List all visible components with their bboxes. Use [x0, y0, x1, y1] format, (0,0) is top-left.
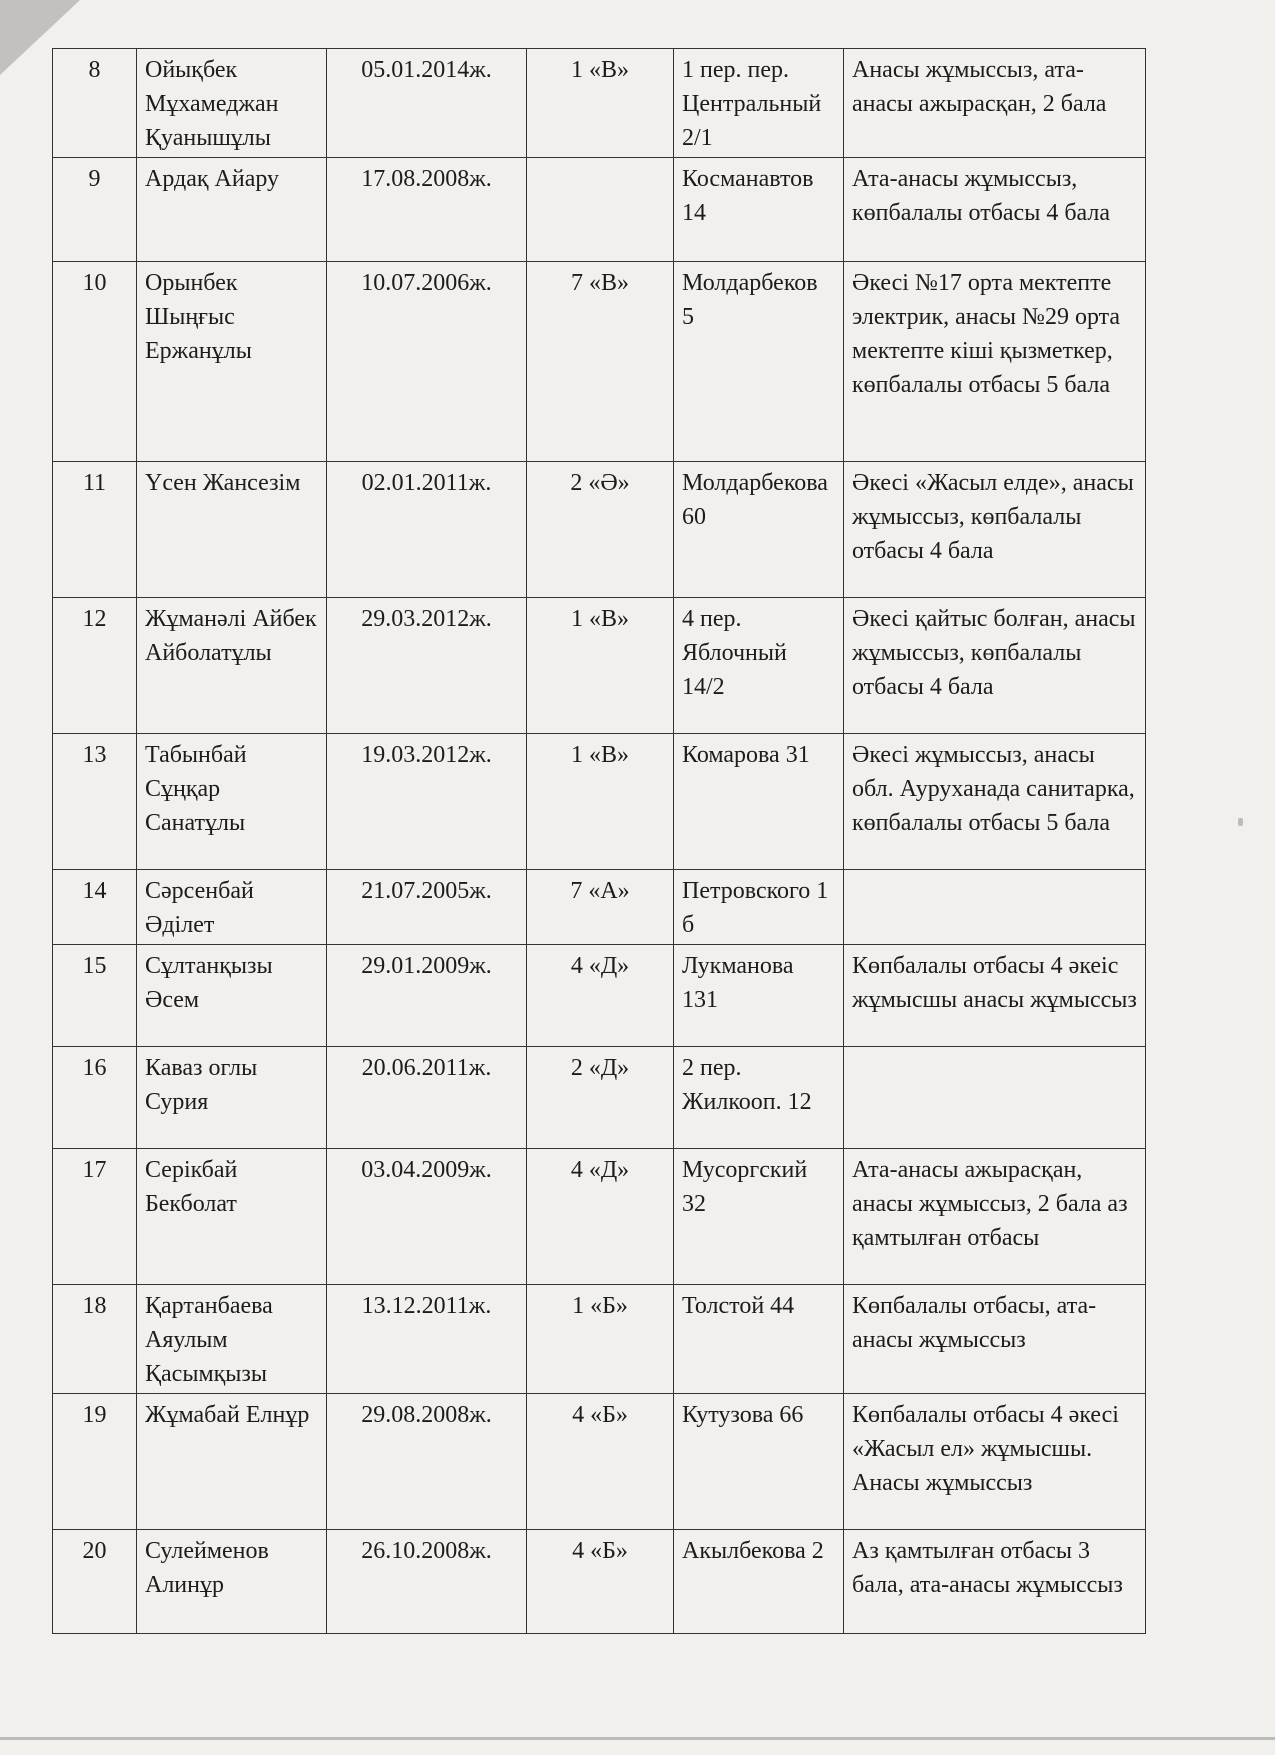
- row-number: 17: [53, 1149, 137, 1285]
- home-address: Мусоргский 32: [674, 1149, 844, 1285]
- student-name: Жұмабай Елнұр: [137, 1394, 327, 1530]
- home-address: Косманавтов 14: [674, 158, 844, 262]
- row-number: 10: [53, 262, 137, 462]
- student-name: Орынбек Шыңғыс Ержанұлы: [137, 262, 327, 462]
- family-info: Әкесі жұмыссыз, анасы обл. Ауруханада санитарка, көпбалалы отбасы 5 бала: [844, 734, 1146, 870]
- home-address: Кутузова 66: [674, 1394, 844, 1530]
- row-number: 13: [53, 734, 137, 870]
- home-address: Акылбекова 2: [674, 1530, 844, 1634]
- table-row: [53, 1394, 1146, 1530]
- student-name: Сулейменов Алинұр: [137, 1530, 327, 1634]
- family-info: Көпбалалы отбасы 4 әкеіс жұмысшы анасы жұмыссыз: [844, 945, 1146, 1047]
- class-grade: 4 «Б»: [527, 1394, 674, 1530]
- row-number: 20: [53, 1530, 137, 1634]
- row-number: 14: [53, 870, 137, 945]
- birth-date: 02.01.2011ж.: [327, 462, 527, 598]
- birth-date: 17.08.2008ж.: [327, 158, 527, 262]
- student-name: Сұлтанқызы Әсем: [137, 945, 327, 1047]
- class-grade: 1 «В»: [527, 598, 674, 734]
- scan-edge-line: [0, 1737, 1275, 1740]
- table-row: [53, 158, 1146, 262]
- row-number: 11: [53, 462, 137, 598]
- student-list-table: [52, 48, 1146, 1634]
- table-row: [53, 734, 1146, 870]
- student-name: Табынбай Сұңқар Санатұлы: [137, 734, 327, 870]
- student-name: Ардақ Айару: [137, 158, 327, 262]
- birth-date: 03.04.2009ж.: [327, 1149, 527, 1285]
- table-row: [53, 49, 1146, 158]
- home-address: 1 пер. пер. Центральный 2/1: [674, 49, 844, 158]
- table-row: [53, 1285, 1146, 1394]
- class-grade: 4 «Д»: [527, 1149, 674, 1285]
- table-row: [53, 945, 1146, 1047]
- table-row: [53, 262, 1146, 462]
- family-info: Көпбалалы отбасы 4 әкесі «Жасыл ел» жұмысшы. Анасы жұмыссыз: [844, 1394, 1146, 1530]
- birth-date: 29.08.2008ж.: [327, 1394, 527, 1530]
- home-address: 2 пер. Жилкооп. 12: [674, 1047, 844, 1149]
- family-info: Әкесі қайтыс болған, анасы жұмыссыз, көпбалалы отбасы 4 бала: [844, 598, 1146, 734]
- home-address: Комарова 31: [674, 734, 844, 870]
- birth-date: 10.07.2006ж.: [327, 262, 527, 462]
- row-number: 9: [53, 158, 137, 262]
- family-info: Анасы жұмыссыз, ата-анасы ажырасқан, 2 бала: [844, 49, 1146, 158]
- family-info: Әкесі №17 орта мектепте электрик, анасы №29 орта мектепте кіші қызметкер, көпбалалы отбасы 5 бала: [844, 262, 1146, 462]
- family-info: Аз қамтылған отбасы 3 бала, ата-анасы жұмыссыз: [844, 1530, 1146, 1634]
- birth-date: 29.03.2012ж.: [327, 598, 527, 734]
- table-body: [53, 49, 1146, 1634]
- birth-date: 13.12.2011ж.: [327, 1285, 527, 1394]
- row-number: 8: [53, 49, 137, 158]
- class-grade: 2 «Д»: [527, 1047, 674, 1149]
- family-info: [844, 870, 1146, 945]
- row-number: 19: [53, 1394, 137, 1530]
- student-name: Қартанбаева Аяулым Қасымқызы: [137, 1285, 327, 1394]
- row-number: 15: [53, 945, 137, 1047]
- student-name: Сәрсенбай Әділет: [137, 870, 327, 945]
- birth-date: 19.03.2012ж.: [327, 734, 527, 870]
- class-grade: 2 «Ә»: [527, 462, 674, 598]
- home-address: Молдарбекова 60: [674, 462, 844, 598]
- row-number: 16: [53, 1047, 137, 1149]
- class-grade: 1 «В»: [527, 734, 674, 870]
- student-name: Каваз оглы Сурия: [137, 1047, 327, 1149]
- student-name: Жұманәлі Айбек Айболатұлы: [137, 598, 327, 734]
- row-number: 18: [53, 1285, 137, 1394]
- home-address: Лукманова 131: [674, 945, 844, 1047]
- family-info: [844, 1047, 1146, 1149]
- birth-date: 29.01.2009ж.: [327, 945, 527, 1047]
- table-row: [53, 1047, 1146, 1149]
- scan-speck: [1238, 818, 1243, 826]
- table-row: [53, 1530, 1146, 1634]
- table-row: [53, 462, 1146, 598]
- family-info: Ата-анасы жұмыссыз, көпбалалы отбасы 4 бала: [844, 158, 1146, 262]
- table-row: [53, 870, 1146, 945]
- class-grade: 7 «А»: [527, 870, 674, 945]
- birth-date: 05.01.2014ж.: [327, 49, 527, 158]
- home-address: Толстой 44: [674, 1285, 844, 1394]
- table-row: [53, 598, 1146, 734]
- row-number: 12: [53, 598, 137, 734]
- student-name: Үсен Жансезім: [137, 462, 327, 598]
- home-address: Молдарбеков 5: [674, 262, 844, 462]
- class-grade: 4 «Б»: [527, 1530, 674, 1634]
- birth-date: 21.07.2005ж.: [327, 870, 527, 945]
- student-name: Ойықбек Мұхамеджан Қуанышұлы: [137, 49, 327, 158]
- family-info: Әкесі «Жасыл елде», анасы жұмыссыз, көпбалалы отбасы 4 бала: [844, 462, 1146, 598]
- student-name: Серікбай Бекболат: [137, 1149, 327, 1285]
- home-address: 4 пер. Яблочный 14/2: [674, 598, 844, 734]
- birth-date: 26.10.2008ж.: [327, 1530, 527, 1634]
- class-grade: 1 «Б»: [527, 1285, 674, 1394]
- family-info: Көпбалалы отбасы, ата-анасы жұмыссыз: [844, 1285, 1146, 1394]
- class-grade: 7 «В»: [527, 262, 674, 462]
- class-grade: [527, 158, 674, 262]
- class-grade: 1 «В»: [527, 49, 674, 158]
- class-grade: 4 «Д»: [527, 945, 674, 1047]
- home-address: Петровского 1 б: [674, 870, 844, 945]
- birth-date: 20.06.2011ж.: [327, 1047, 527, 1149]
- family-info: Ата-анасы ажырасқан, анасы жұмыссыз, 2 бала аз қамтылған отбасы: [844, 1149, 1146, 1285]
- table-row: [53, 1149, 1146, 1285]
